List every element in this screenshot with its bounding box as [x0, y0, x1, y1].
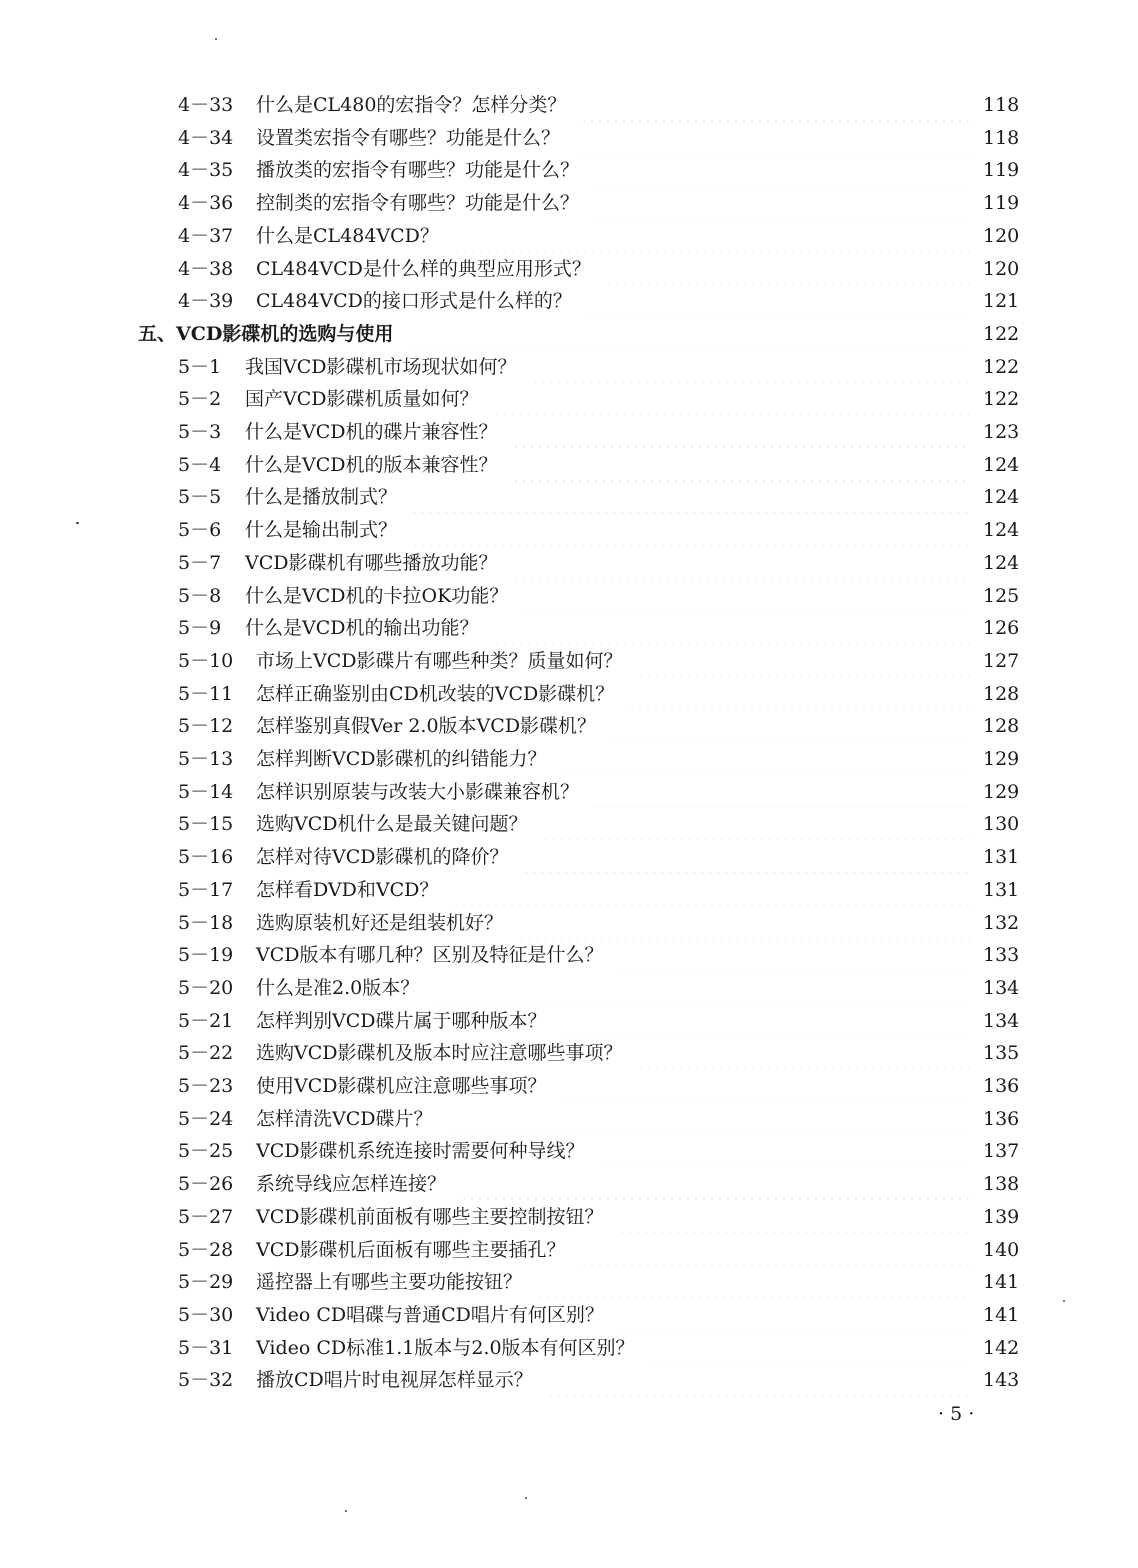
toc-entry[interactable] [0, 285, 1138, 317]
toc-entry-title: 什么是VCD机的输出功能？ [245, 617, 479, 640]
toc-entry[interactable] [0, 1103, 1138, 1135]
toc-entry-title: CL484VCD的接口形式是什么样的？ [256, 290, 572, 313]
leader-dots [493, 612, 970, 644]
toc-entry[interactable] [0, 1201, 1138, 1233]
toc-entry[interactable] [0, 907, 1138, 939]
toc-entry-number: 5－29 [178, 1271, 234, 1294]
toc-entry-page: 125 [983, 584, 1020, 607]
toc-entry-title: 怎样正确鉴别由CD机改装的VCD影碟机？ [256, 682, 615, 705]
toc-entry[interactable] [0, 351, 1138, 383]
toc-entry-number: 5－26 [178, 1173, 234, 1196]
scan-speck [1063, 1300, 1065, 1302]
leader-dots [593, 154, 970, 186]
toc-entry-page: 134 [983, 1009, 1020, 1032]
toc-entry-page: 121 [983, 290, 1020, 313]
toc-entry-title: 市场上VCD影碟片有哪些种类？质量如何？ [256, 649, 623, 672]
toc-entry-page: 127 [983, 649, 1020, 672]
toc-entry-page: 131 [983, 878, 1020, 901]
toc-entry[interactable] [0, 939, 1138, 971]
toc-entry-number: 4－35 [178, 159, 234, 182]
toc-entry-title: 播放CD唱片时电视屏怎样显示？ [256, 1369, 533, 1392]
toc-entry[interactable] [0, 874, 1138, 906]
toc-entry-number: 5－24 [178, 1107, 234, 1130]
leader-dots [542, 808, 970, 840]
toc-entry-page: 119 [983, 192, 1020, 215]
toc-entry[interactable] [0, 1364, 1138, 1396]
leader-dots [561, 743, 970, 775]
leader-dots [649, 1332, 970, 1364]
toc-entry-title: 设置类宏指令有哪些？功能是什么？ [256, 126, 561, 149]
toc-entry-page: 141 [983, 1303, 1020, 1326]
section-title: 五、VCD影碟机的选购与使用 [138, 322, 394, 345]
toc-entry-title: VCD版本有哪几种？区别及特征是什么？ [256, 944, 604, 967]
leader-dots [493, 383, 970, 415]
leader-dots [561, 1070, 970, 1102]
toc-entry[interactable] [0, 710, 1138, 742]
toc-entry-page: 126 [983, 617, 1020, 640]
leader-dots [593, 776, 970, 808]
toc-entry-title: 选购VCD影碟机及版本时应注意哪些事项？ [256, 1042, 623, 1065]
toc-entry[interactable] [0, 514, 1138, 546]
toc-entry-number: 5－13 [178, 748, 234, 770]
toc-entry-number: 5－21 [178, 1009, 234, 1032]
leader-dots [580, 1234, 970, 1266]
toc-entry-title: 怎样鉴别真假Ver 2.0版本VCD影碟机？ [256, 715, 597, 738]
leader-dots [522, 580, 970, 612]
leader-dots [460, 1168, 970, 1200]
toc-entry-title: 使用VCD影碟机应注意哪些事项？ [256, 1075, 547, 1097]
toc-entry-number: 5－1 [178, 355, 222, 378]
toc-entry[interactable] [0, 645, 1138, 677]
leader-dots [536, 1266, 970, 1298]
toc-entry-page: 124 [983, 551, 1020, 574]
leader-dots [452, 874, 970, 906]
toc-entry-number: 5－16 [178, 846, 234, 869]
toc-entry-title: 选购原装机好还是组装机好？ [256, 911, 504, 934]
toc-entry-title: 什么是VCD机的碟片兼容性？ [245, 421, 498, 443]
leader-dots [411, 481, 970, 513]
toc-entry-page: 136 [983, 1075, 1020, 1097]
scan-speck [345, 1510, 347, 1512]
toc-entry-number: 5－20 [178, 976, 234, 999]
leader-dots [523, 841, 970, 873]
toc-entry-number: 5－30 [178, 1303, 234, 1326]
toc-entry-title: 什么是VCD机的卡拉OK功能？ [245, 584, 509, 607]
toc-entry-page: 138 [983, 1173, 1020, 1196]
toc-entry-page: 129 [983, 748, 1020, 770]
toc-entry-page: 129 [983, 780, 1020, 803]
toc-entry-title: 选购VCD机什么是最关键问题？ [256, 813, 528, 836]
toc-entry[interactable] [0, 678, 1138, 710]
toc-entry[interactable] [0, 612, 1138, 644]
toc-entry-number: 5－25 [178, 1140, 234, 1163]
toc-entry-page: 118 [983, 126, 1020, 149]
toc-entry-page: 119 [983, 159, 1020, 182]
leader-dots [618, 1201, 970, 1233]
toc-entry-number: 5－2 [178, 388, 222, 411]
leader-dots [561, 1005, 970, 1037]
leader-dots [593, 187, 970, 219]
toc-entry-page: 122 [983, 355, 1020, 378]
toc-entry[interactable] [0, 154, 1138, 186]
toc-entry[interactable] [0, 1005, 1138, 1037]
toc-entry-title: 我国VCD影碟机市场现状如何？ [245, 355, 517, 378]
toc-entry-number: 5－28 [178, 1238, 234, 1261]
toc-entry-title: VCD影碟机系统连接时需要何种导线？ [256, 1140, 585, 1163]
toc-entry-number: 5－23 [178, 1075, 234, 1097]
toc-entry[interactable] [0, 580, 1138, 612]
toc-entry[interactable] [0, 1037, 1138, 1069]
toc-entry-page: 142 [983, 1336, 1020, 1359]
toc-entry-number: 5－10 [178, 649, 234, 672]
toc-entry-page: 141 [983, 1271, 1020, 1294]
toc-entry[interactable] [0, 547, 1138, 579]
toc-entry[interactable] [0, 776, 1138, 808]
toc-entry[interactable] [0, 972, 1138, 1004]
toc-entry-page: 124 [983, 486, 1020, 509]
toc-entry-title: 什么是输出制式？ [245, 519, 398, 542]
toc-entry-page: 143 [983, 1369, 1020, 1392]
toc-entry[interactable] [0, 220, 1138, 252]
toc-entry-page: 133 [983, 944, 1020, 967]
toc-entry-title: 什么是CL480的宏指令？怎样分类？ [256, 94, 567, 116]
toc-entry-page: 122 [983, 388, 1020, 411]
toc-entry-number: 4－38 [178, 257, 234, 280]
toc-entry[interactable] [0, 449, 1138, 481]
toc-entry[interactable] [0, 1234, 1138, 1266]
leader-dots [610, 710, 970, 742]
toc-entry-number: 5－32 [178, 1369, 234, 1392]
scan-speck [215, 38, 217, 40]
toc-entry-page: 124 [983, 519, 1020, 542]
toc-entry[interactable] [0, 743, 1138, 775]
toc-entry-title: 系统导线应怎样连接？ [256, 1173, 447, 1196]
toc-entry[interactable] [0, 122, 1138, 154]
leader-dots [512, 416, 970, 448]
leader-dots [531, 351, 970, 383]
leader-dots [407, 318, 970, 350]
toc-entry[interactable] [0, 416, 1138, 448]
toc-entry-number: 4－34 [178, 126, 234, 149]
toc-entry[interactable] [0, 481, 1138, 513]
toc-entry-page: 137 [983, 1140, 1020, 1163]
toc-entry-number: 5－9 [178, 617, 222, 640]
toc-entry[interactable] [0, 253, 1138, 285]
toc-entry-title: VCD影碟机前面板有哪些主要控制按钮？ [256, 1205, 604, 1228]
toc-entry-number: 4－39 [178, 290, 234, 313]
page-number: · 5 · [938, 1403, 975, 1425]
toc-entry-title: Video CD标准1.1版本与2.0版本有何区别？ [256, 1336, 635, 1359]
toc-entry-number: 4－33 [178, 94, 234, 116]
leader-dots [433, 972, 970, 1004]
toc-entry[interactable] [0, 1332, 1138, 1364]
toc-entry-number: 4－37 [178, 224, 234, 247]
toc-entry-title: 遥控器上有哪些主要功能按钮？ [256, 1271, 523, 1294]
toc-entry[interactable] [0, 89, 1138, 121]
toc-entry[interactable] [0, 808, 1138, 840]
toc-entry-number: 5－6 [178, 519, 222, 542]
leader-dots [599, 1135, 970, 1167]
toc-entry-page: 140 [983, 1238, 1020, 1261]
scan-speck [76, 522, 79, 524]
toc-entry[interactable] [0, 187, 1138, 219]
toc-entry-title: VCD影碟机后面板有哪些主要插孔？ [256, 1238, 566, 1261]
leader-dots [547, 1364, 970, 1396]
toc-entry-page: 124 [983, 453, 1020, 476]
leader-dots [411, 514, 970, 546]
toc-entry[interactable] [0, 1070, 1138, 1102]
leader-dots [453, 220, 970, 252]
toc-entry-title: VCD影碟机有哪些播放功能？ [245, 551, 498, 574]
toc-entry-page: 128 [983, 682, 1020, 705]
leader-dots [618, 939, 970, 971]
toc-entry[interactable] [0, 1266, 1138, 1298]
toc-entry[interactable] [0, 383, 1138, 415]
toc-entry-number: 5－15 [178, 813, 234, 836]
toc-entry-page: 128 [983, 715, 1020, 738]
toc-entry-title: 什么是播放制式？ [245, 486, 398, 509]
leader-dots [605, 253, 970, 285]
leader-dots [586, 285, 970, 317]
leader-dots [512, 449, 970, 481]
toc-entry-title: 国产VCD影碟机质量如何？ [245, 388, 479, 411]
toc-entry-number: 4－36 [178, 192, 234, 215]
leader-dots [512, 547, 970, 579]
toc-entry-number: 5－27 [178, 1205, 234, 1228]
toc-entry-title: CL484VCD是什么样的典型应用形式？ [256, 257, 591, 280]
toc-entry-number: 5－4 [178, 453, 222, 476]
toc-entry[interactable] [0, 1168, 1138, 1200]
toc-entry-number: 5－14 [178, 780, 234, 803]
toc-entry-title: 怎样识别原装与改装大小影碟兼容机？ [256, 780, 580, 803]
toc-entry-title: 播放类的宏指令有哪些？功能是什么？ [256, 159, 580, 182]
toc-entry-number: 5－3 [178, 421, 222, 443]
toc-entry-number: 5－7 [178, 551, 222, 574]
toc-entry-page: 120 [983, 224, 1020, 247]
toc-entry-page: 123 [983, 421, 1020, 443]
toc-entry-title: 怎样清洗VCD碟片？ [256, 1107, 433, 1130]
leader-dots [574, 122, 970, 154]
toc-entry-number: 5－5 [178, 486, 222, 509]
toc-entry-number: 5－12 [178, 715, 234, 738]
leader-dots [517, 907, 970, 939]
toc-entry-page: 118 [983, 94, 1020, 116]
toc-entry-title: 什么是准2.0版本？ [256, 976, 420, 999]
toc-entry-number: 5－31 [178, 1336, 234, 1359]
toc-entry-page: 134 [983, 976, 1020, 999]
leader-dots [637, 1037, 970, 1069]
toc-entry-page: 120 [983, 257, 1020, 280]
toc-entry[interactable] [0, 1299, 1138, 1331]
toc-entry[interactable] [0, 841, 1138, 873]
toc-entry-page: 130 [983, 813, 1020, 836]
toc-entry-number: 5－22 [178, 1042, 234, 1065]
toc-entry-number: 5－17 [178, 878, 234, 901]
toc-entry-number: 5－11 [178, 682, 234, 705]
toc-entry-page: 136 [983, 1107, 1020, 1130]
leader-dots [580, 89, 970, 121]
toc-entry-title: 怎样看DVD和VCD？ [256, 878, 439, 901]
leader-dots [447, 1103, 970, 1135]
scan-speck [525, 1497, 527, 1499]
toc-section-heading[interactable] [0, 318, 1138, 350]
toc-entry-title: 怎样判断VCD影碟机的纠错能力？ [256, 748, 547, 770]
toc-entry-number: 5－19 [178, 944, 234, 967]
toc-entry-number: 5－8 [178, 584, 222, 607]
toc-entry-page: 139 [983, 1205, 1020, 1228]
toc-entry-page: 135 [983, 1042, 1020, 1065]
toc-entry-page: 131 [983, 846, 1020, 869]
leader-dots [618, 1299, 970, 1331]
toc-entry-title: 怎样对待VCD影碟机的降价？ [256, 846, 509, 869]
toc-entry-number: 5－18 [178, 911, 234, 934]
toc-entry-title: 控制类的宏指令有哪些？功能是什么？ [256, 192, 580, 215]
toc-entry-page: 132 [983, 911, 1020, 934]
toc-entry-title: 什么是CL484VCD？ [256, 224, 439, 247]
toc-entry[interactable] [0, 1135, 1138, 1167]
leader-dots [628, 678, 970, 710]
toc-entry-title: Video CD唱碟与普通CD唱片有何区别？ [256, 1303, 604, 1326]
toc-entry-page: 122 [983, 322, 1020, 345]
toc-entry-title: 什么是VCD机的版本兼容性？ [245, 453, 498, 476]
toc-entry-title: 怎样判别VCD碟片属于哪种版本？ [256, 1009, 547, 1032]
leader-dots [637, 645, 970, 677]
